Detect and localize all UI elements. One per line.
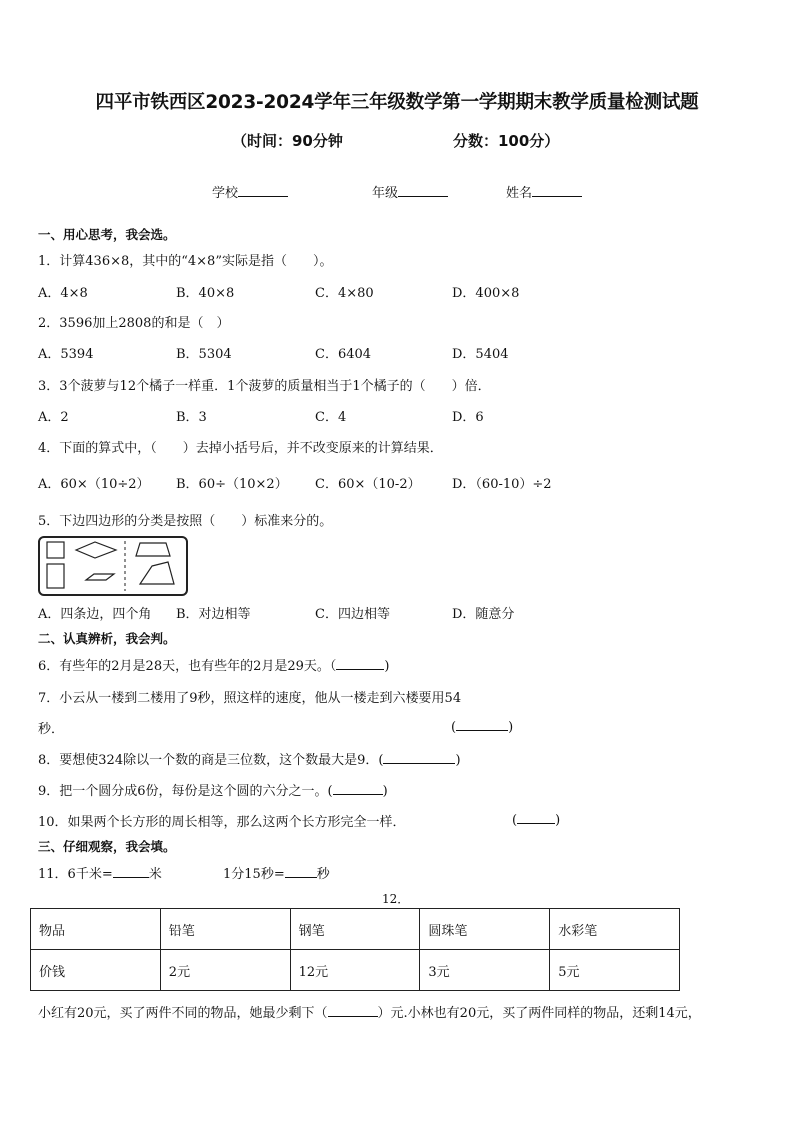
quadrilateral-shapes (40, 538, 186, 594)
school-blank[interactable] (238, 184, 288, 197)
question-8-text: 8．要想使324除以一个数的商是三位数，这个数最大是9．( (38, 753, 384, 768)
square-shape (47, 542, 64, 558)
q11b-text: 1分15秒= (223, 867, 285, 882)
q8-answer-blank[interactable] (383, 751, 455, 764)
table-cell: 铅笔 (160, 909, 290, 950)
grade-blank[interactable] (398, 184, 448, 197)
question-4: 4．下面的算式中，（ ）去掉小括号后，并不改变原来的计算结果． (38, 441, 443, 456)
table-cell: 价钱 (31, 950, 161, 991)
question-7-line-2: 秒． (38, 722, 65, 737)
q12-text-pre: 小红有20元，买了两件不同的物品，她最少剩下（ (38, 1006, 328, 1021)
q7-paren-open: ( (451, 720, 457, 735)
rectangle-shape (47, 564, 64, 588)
exam-time: （时间：90分钟 (232, 132, 343, 150)
q3-option-d: D．6 (452, 410, 484, 425)
table-cell: 3元 (420, 950, 550, 991)
table-cell: 5元 (550, 950, 680, 991)
q9-answer-blank[interactable] (333, 782, 383, 795)
q11a-answer-blank[interactable] (113, 865, 149, 878)
q10-paren-close: ) (555, 813, 561, 828)
question-2: 2．3596加上2808的和是（ ） (38, 316, 230, 331)
question-11a (38, 863, 162, 882)
grade-label: 年级 (372, 186, 399, 201)
table-cell: 钢笔 (290, 909, 420, 950)
table-cell: 2元 (160, 950, 290, 991)
q2-option-d: D．5404 (452, 347, 509, 362)
q11b-answer-blank[interactable] (285, 865, 317, 878)
q6-paren-close: ) (384, 659, 390, 674)
irregular-quadrilateral-shape (140, 562, 174, 584)
q2-option-c: C．6404 (315, 347, 372, 362)
name-field (506, 182, 582, 201)
q3-option-a: A．2 (38, 410, 69, 425)
q4-option-d: D．（60-10）÷2 (452, 477, 552, 492)
table-cell: 水彩笔 (550, 909, 680, 950)
question-6-text: 6．有些年的2月是28天，也有些年的2月是29天。（ (38, 659, 337, 674)
q3-option-c: C．4 (315, 410, 347, 425)
question-6 (38, 655, 389, 674)
name-label: 姓名 (506, 186, 533, 201)
q2-option-b: B．5304 (176, 347, 232, 362)
name-blank[interactable] (532, 184, 582, 197)
price-table (30, 908, 680, 991)
table-cell: 物品 (31, 909, 161, 950)
q12-answer-blank[interactable] (328, 1004, 378, 1017)
question-10: 10．如果两个长方形的周长相等，那么这两个长方形完全一样． (38, 815, 406, 830)
q10-answer-blank[interactable] (517, 811, 555, 824)
question-3: 3．3个菠萝与12个橘子一样重．1个菠萝的质量相当于1个橘子的（ ）倍． (38, 379, 491, 394)
q10-answer (512, 811, 560, 828)
table-row (31, 950, 680, 991)
rhombus-shape (76, 542, 116, 558)
q9-paren-close: ) (382, 784, 388, 799)
q4-option-b: B．60÷（10×2） (176, 477, 288, 492)
q7-paren-close: ) (508, 720, 514, 735)
school-field (212, 182, 288, 201)
q5-option-b: B．对边相等 (176, 607, 251, 622)
question-9 (38, 780, 388, 799)
section-3-heading: 三、仔细观察，我会填。 (38, 839, 176, 854)
q1-option-b: B．40×8 (176, 286, 235, 301)
question-5: 5．下边四边形的分类是按照（ ）标准来分的。 (38, 514, 333, 529)
table-cell: 12元 (290, 950, 420, 991)
q11a-text: 11．6千米= (38, 867, 113, 882)
q5-option-a: A．四条边，四个角 (38, 607, 152, 622)
q7-answer-blank[interactable] (456, 718, 508, 731)
page-title: 四平市铁西区2023-2024学年三年级数学第一学期期末教学质量检测试题 (95, 92, 699, 113)
section-2-heading: 二、认真辨析，我会判。 (38, 631, 176, 646)
q4-option-c: C．60×（10-2） (315, 477, 421, 492)
q11a-unit: 米 (148, 867, 162, 882)
q1-option-a: A．4×8 (38, 286, 88, 301)
question-8 (38, 749, 461, 768)
trapezoid-shape (136, 543, 170, 556)
q5-option-d: D．随意分 (452, 607, 515, 622)
q1-option-d: D．400×8 (452, 286, 520, 301)
q2-option-a: A．5394 (38, 347, 94, 362)
question-11b (223, 863, 330, 882)
question-1: 1．计算436×8，其中的“4×8”实际是指（ ）。 (38, 254, 333, 269)
table-header-row (31, 909, 680, 950)
question-9-text: 9．把一个圆分成6份，每份是这个圆的六分之一。( (38, 784, 333, 799)
q8-paren-close: ) (455, 753, 461, 768)
q4-option-a: A．60×（10÷2） (38, 477, 150, 492)
question-12-text (38, 1002, 701, 1021)
school-label: 学校 (212, 186, 239, 201)
q12-text-post: ）元.小林也有20元，买了两件同样的物品，还剩14元， (377, 1006, 701, 1021)
grade-field (372, 182, 448, 201)
section-1-heading: 一、用心思考，我会选。 (38, 227, 176, 242)
quadrilateral-figure (38, 536, 188, 596)
q5-option-c: C．四边相等 (315, 607, 390, 622)
exam-score: 分数：100分） (453, 132, 560, 150)
question-7-line-1: 7．小云从一楼到二楼用了9秒，照这样的速度，他从一楼走到六楼要用54 (38, 691, 462, 706)
q3-option-b: B．3 (176, 410, 207, 425)
q7-answer (451, 718, 513, 735)
question-12-number: 12． (382, 892, 410, 906)
table-cell: 圆珠笔 (420, 909, 550, 950)
parallelogram-shape (86, 574, 114, 580)
q11b-unit: 秒 (316, 867, 330, 882)
q1-option-c: C．4×80 (315, 286, 374, 301)
q6-answer-blank[interactable] (336, 657, 384, 670)
q10-paren-open: ( (512, 813, 518, 828)
